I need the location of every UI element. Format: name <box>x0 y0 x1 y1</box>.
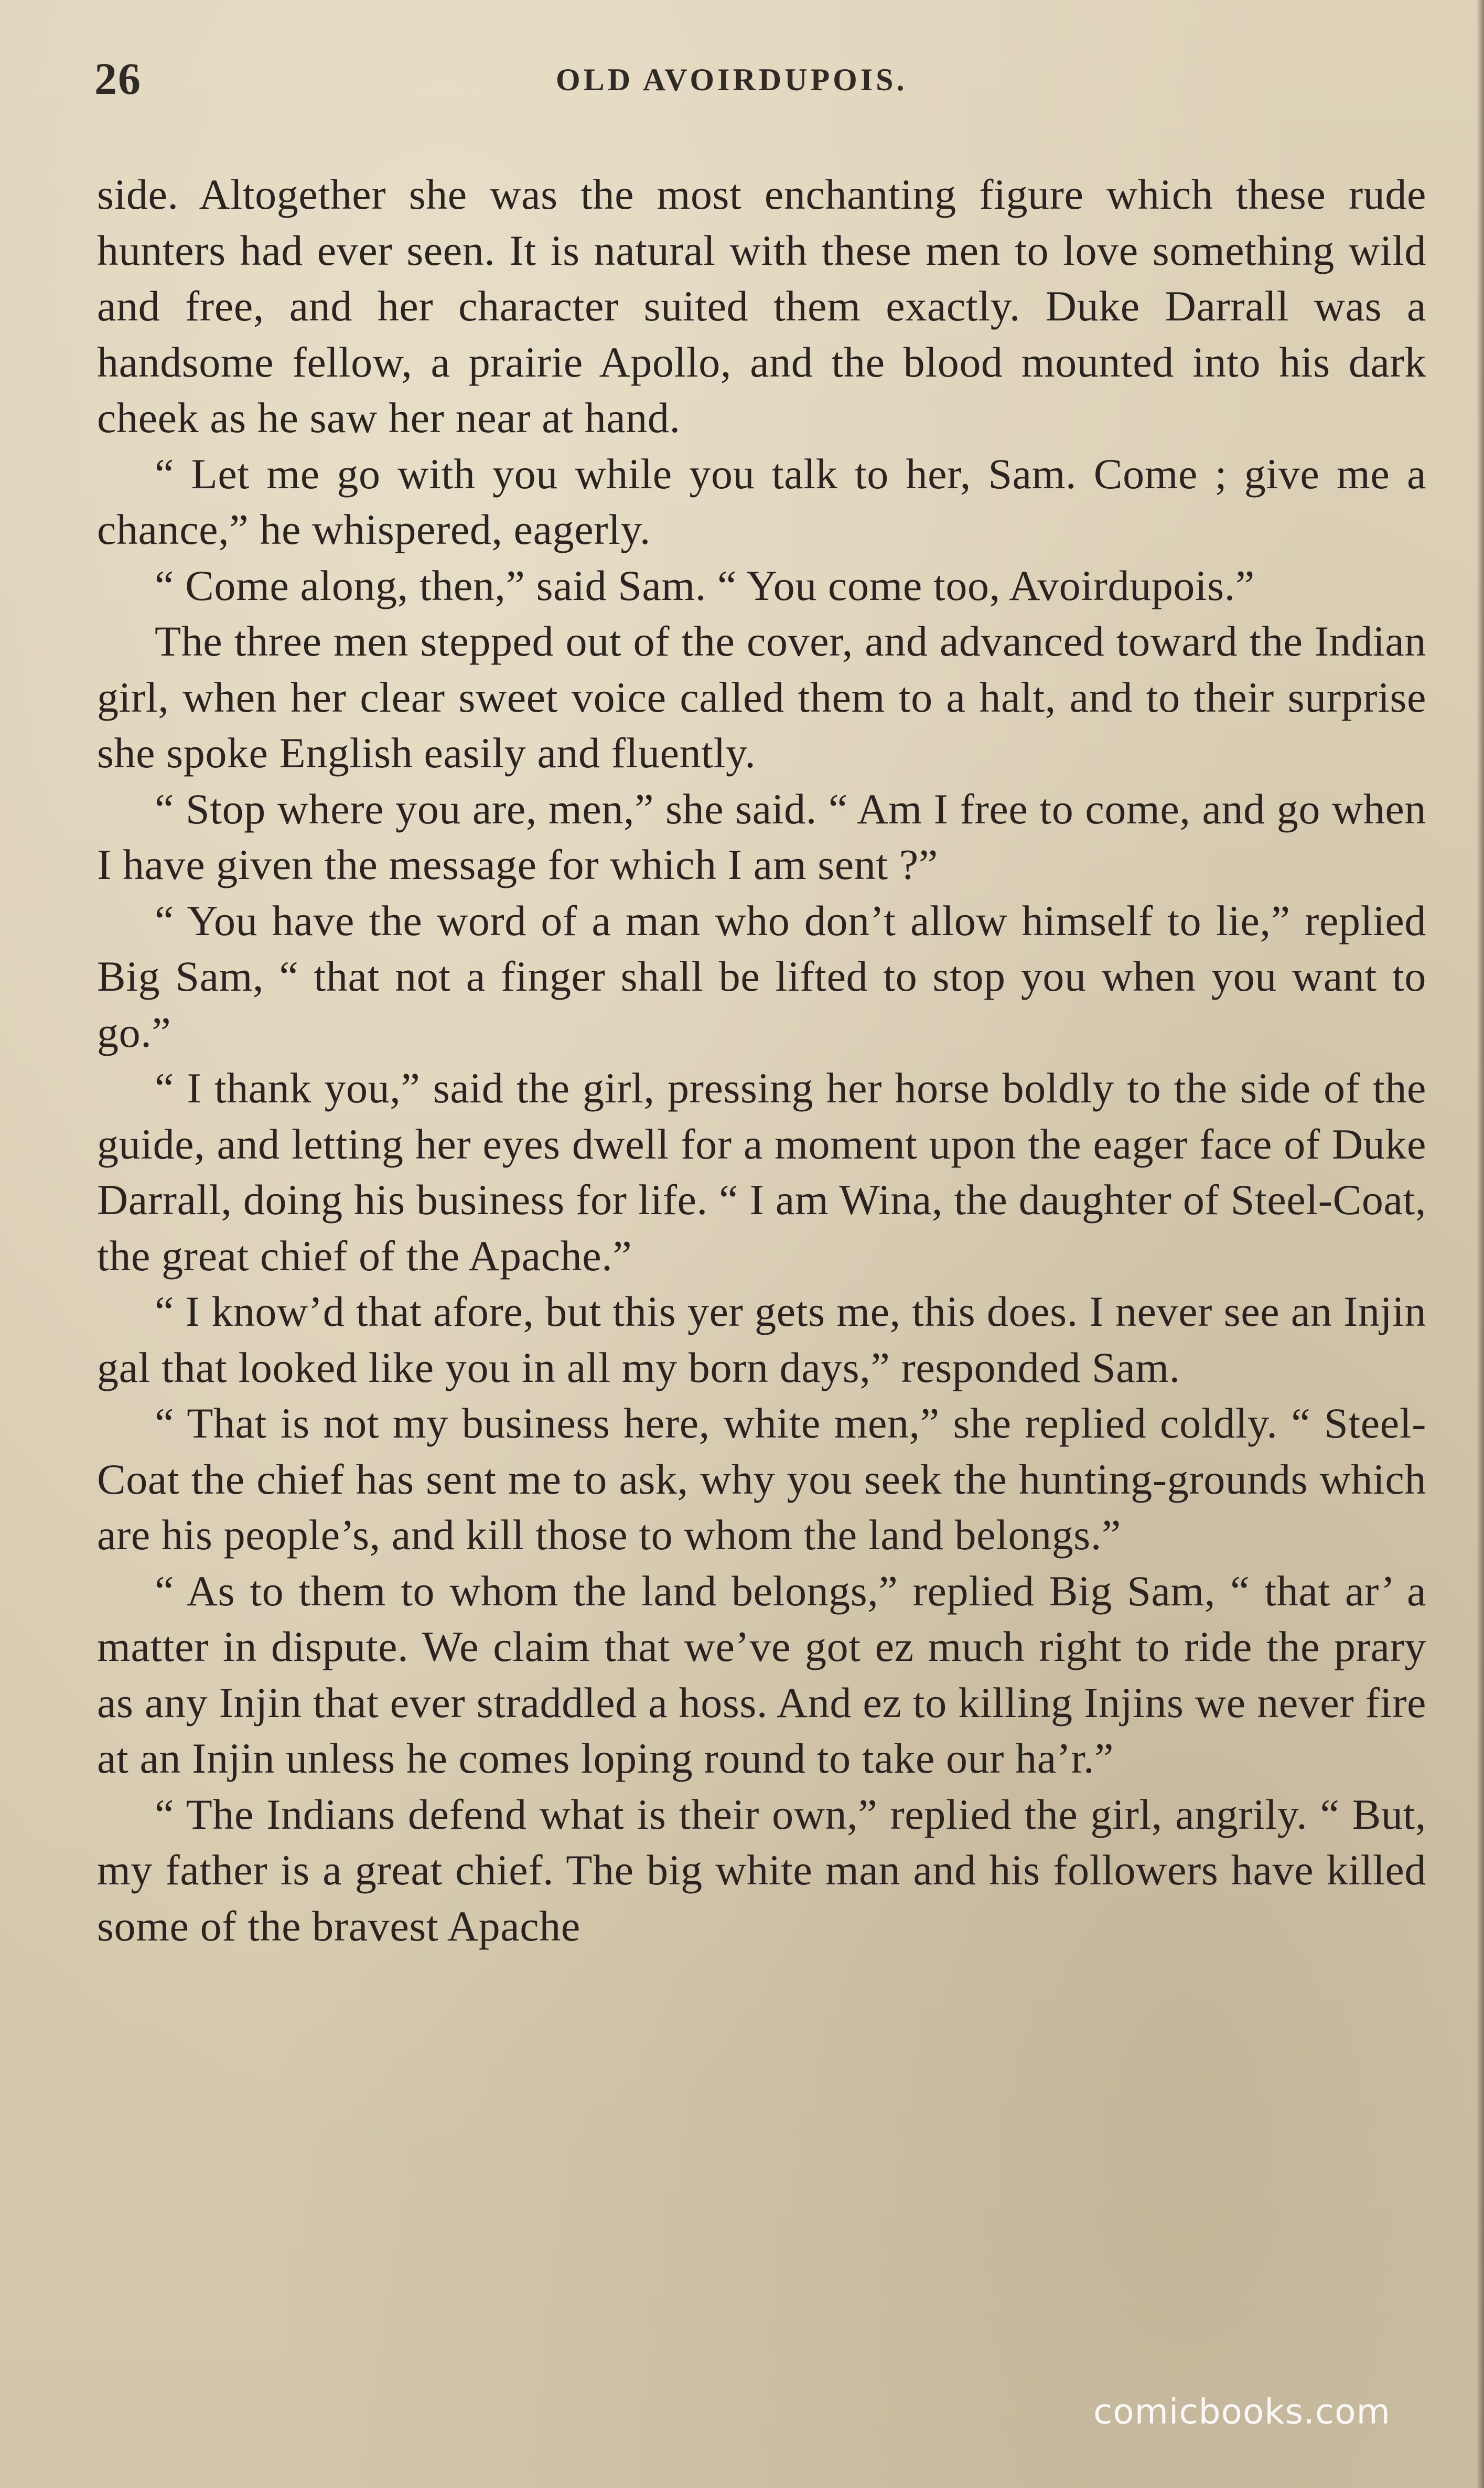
page-header <box>94 52 1437 115</box>
body-text <box>97 167 1426 1954</box>
paragraph: “ I thank you,” said the girl, pressing her horse boldly to the side of the guide, and letting her eyes dwell for a moment upon the eager face of Duke Darrall, doing his business for life. “ I am Wina, the daughter of Steel-Coat, the great chief of the Apache.” <box>97 1064 1426 1280</box>
paragraph: “ That is not my business here, white men,” she replied coldly. “ Steel-Coat the chief has sent me to ask, why you seek the hunting-grounds which are his people’s, and kill those to whom the land belongs.” <box>97 1399 1426 1559</box>
page-number: 26 <box>94 53 142 104</box>
paragraph: “ You have the word of a man who don’t allow himself to lie,” replied Big Sam, “ that not a finger shall be lifted to stop you when you want to go.” <box>97 896 1426 1056</box>
page-edge-shadow <box>1477 0 1484 2488</box>
running-head: OLD AVOIRDUPOIS. <box>556 62 908 97</box>
paragraph: “ The Indians defend what is their own,” replied the girl, angrily. “ But, my father is a great chief. The big white man and his followers have killed some of the bravest Apache <box>97 1790 1426 1950</box>
paragraph: “ As to them to whom the land belongs,” replied Big Sam, “ that ar’ a matter in dispute. We claim that we’ve got ez much right to ride the prary as any Injin that ever straddled a hoss. And ez to killing Injins we never fire at an Injin unless he comes loping round to take our ha’r.” <box>97 1567 1426 1782</box>
paragraph: “ Come along, then,” said Sam. “ You come too, Avoirdupois.” <box>155 561 1255 609</box>
paragraph: “ I know’d that afore, but this yer gets me, this does. I never see an Injin gal that looked like you in all my born days,” responded Sam. <box>97 1288 1426 1391</box>
paragraph: “ Let me go with you while you talk to her, Sam. Come ; give me a chance,” he whispered, eagerly. <box>97 449 1426 553</box>
watermark: comicbooks.com <box>1093 2392 1391 2432</box>
paragraph: side. Altogether she was the most enchanting figure which these rude hunters had ever seen. It is natural with these men to love something wild and free, and her character suited them exactly. Duke Darrall was a handsome fellow, a prairie Apollo, and the blood mounted into his dark cheek as he saw her near at hand. <box>97 170 1426 442</box>
paragraph: The three men stepped out of the cover, and advanced toward the Indian girl, when her clear sweet voice called them to a halt, and to their surprise she spoke English easily and fluently. <box>97 617 1426 777</box>
paragraph: “ Stop where you are, men,” she said. “ Am I free to come, and go when I have given the message for which I am sent ?” <box>97 785 1426 888</box>
